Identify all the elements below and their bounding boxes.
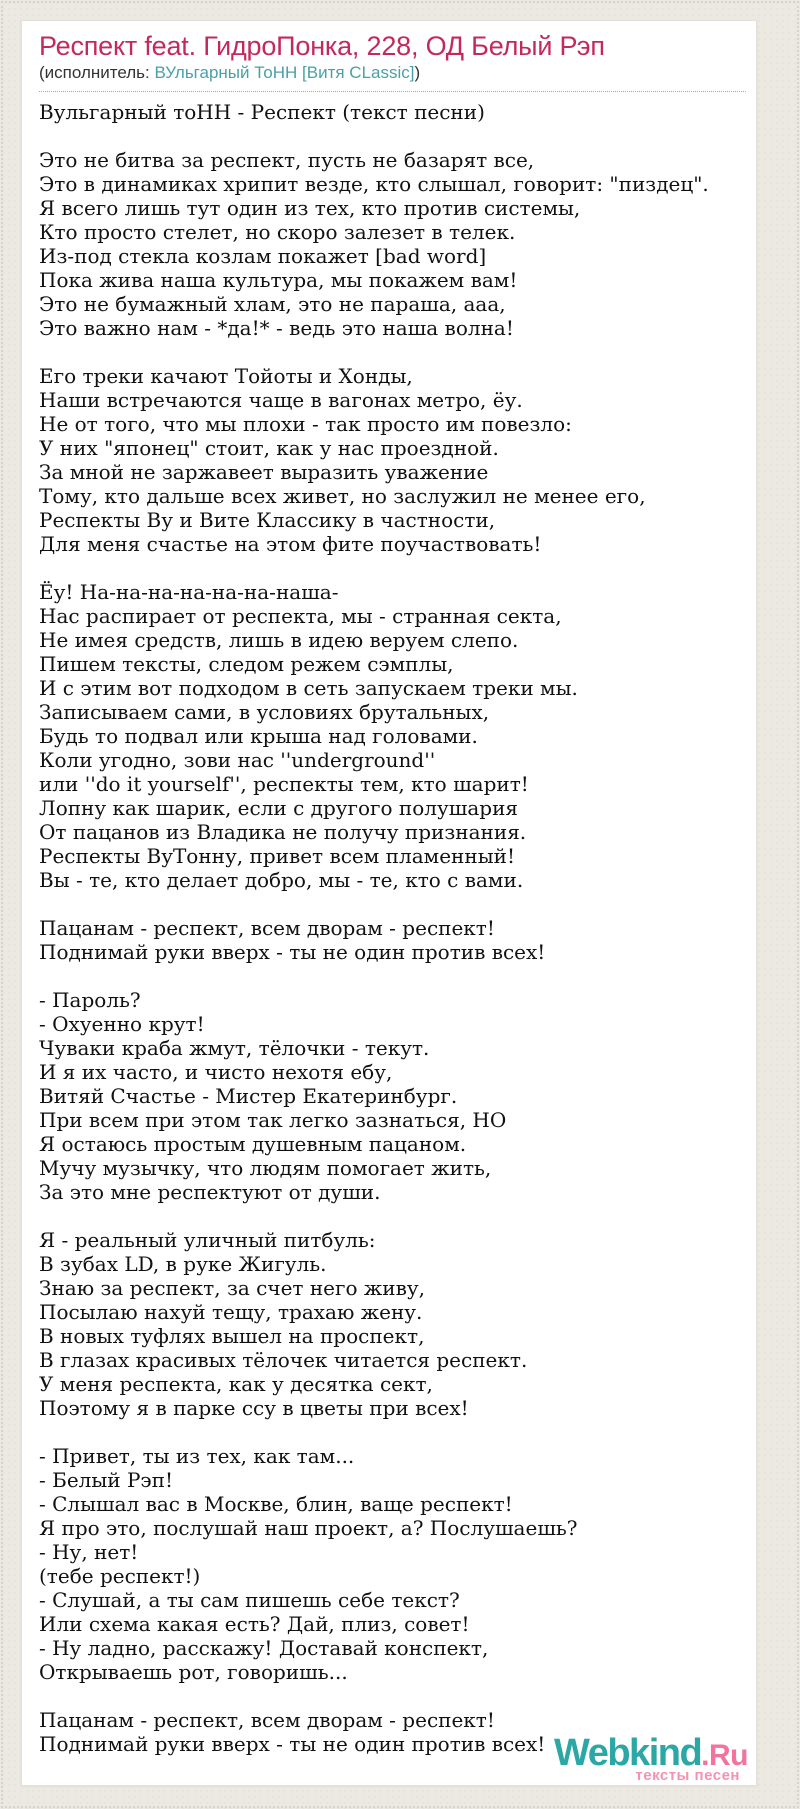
lyrics-stanza: Вульгарный тоНН - Респект (текст песни): [39, 100, 485, 124]
lyrics-stanza: - Пароль? - Охуенно крут! Чуваки краба жмут, тёлочки - текут. И я их часто, и чисто нехотя ебу, Витяй Счастье - Мистер Екатеринбург. При всем при этом так легко зазнаться, НО Я остаюсь простым душевным пацаном. Мучу музычку, что людям помогает жить, За это мне респектуют от души.: [39, 988, 507, 1204]
lyrics-stanza: Пацанам - респект, всем дворам - респект! Поднимай руки вверх - ты не один против всех!: [39, 1708, 546, 1756]
lyrics-stanza: Его треки качают Тойоты и Хонды, Наши встречаются чаще в вагонах метро, ёу. Не от того, что мы плохи - так просто им повезло: У них "японец" стоит, как у нас проездной. За мной не заржавеет выразить уважение Тому, кто дальше всех живет, но заслужил не менее его, Респекты Ву и Вите Классику в частности, Для меня счастье на этом фите поучаствовать!: [39, 364, 646, 556]
artist-line: [39, 63, 746, 83]
content-card: [21, 20, 757, 1786]
lyrics-stanza: Это не битва за респект, пусть не базарят все, Это в динамиках хрипит везде, кто слышал, говорит: "пиздец". Я всего лишь тут один из тех, кто против системы, Кто просто стелет, но скоро залезет в телек. Из-под стекла козлам покажет [bad word] Пока жива наша культура, мы покажем вам! Это не бумажный хлам, это не параша, ааа, Это важно нам - *да!* - ведь это наша волна!: [39, 148, 709, 340]
logo-main-text: Webkind: [554, 1732, 702, 1774]
artist-line-close: ): [414, 63, 421, 82]
lyrics-stanza: Я - реальный уличный питбуль: В зубах LD, в руке Жигуль. Знаю за респект, за счет него живу, Посылаю нахуй тещу, трахаю жену. В новых туфлях вышел на проспект, В глазах красивых тёлочек читается респект. У меня респекта, как у десятка сект, Поэтому я в парке ссу в цветы при всех!: [39, 1228, 528, 1420]
artist-label: (исполнитель:: [39, 63, 155, 82]
lyrics-stanza: Пацанам - респект, всем дворам - респект! Поднимай руки вверх - ты не один против всех!: [39, 916, 546, 964]
logo-tagline: тексты песен: [635, 1767, 740, 1784]
artist-link[interactable]: ВУльгарный ТоНН [Витя CLassic]: [154, 63, 415, 82]
lyrics-stanza: - Привет, ты из тех, как там... - Белый Рэп! - Слышал вас в Москве, блин, ваще респект! Я про это, послушай наш проект, а? Послушаешь? - Ну, нет! (тебе респект!) - Слушай, а ты сам пишешь себе текст? Или схема какая есть? Дай, плиз, совет! - Ну ладно, расскажу! Доставай конспект, Открываешь рот, говоришь...: [39, 1444, 578, 1684]
lyrics-text: [39, 100, 746, 1756]
logo-suffix-text: .Ru: [701, 1739, 748, 1772]
lyrics-stanza: Ёу! На-на-на-на-на-на-наша- Нас распирает от респекта, мы - странная секта, Не имея средств, лишь в идею веруем слепо. Пишем тексты, следом режем сэмплы, И с этим вот подходом в сеть запускаем треки мы. Записываем сами, в условиях брутальных, Будь то подвал или крыша над головами. Коли угодно, зови нас ''underground'' или ''do it yourself'', респекты тем, кто шарит! Лопну как шарик, если с другого полушария От пацанов из Владика не получу признания. Респекты ВуТонну, привет всем пламенный! Вы - те, кто делает добро, мы - те, кто с вами.: [39, 580, 578, 892]
song-header: [39, 31, 746, 92]
webkind-logo[interactable]: [554, 1734, 752, 1783]
page-title: Респект feat. ГидроПонка, 228, ОД Белый Рэп: [39, 31, 605, 61]
